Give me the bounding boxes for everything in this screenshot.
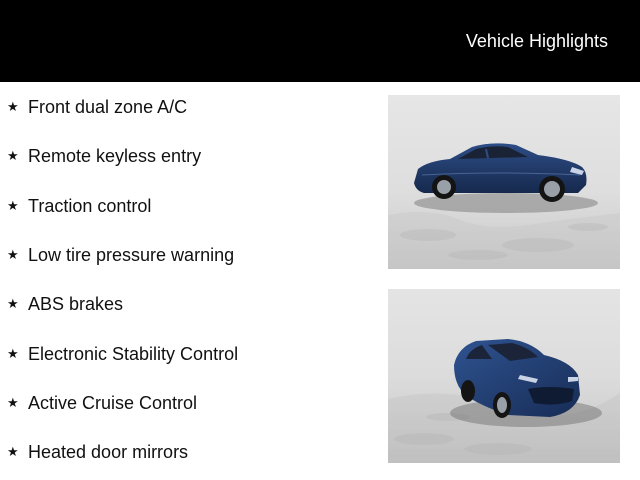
feature-item [7,243,234,267]
star-icon: ★ [7,198,19,213]
feature-item [7,194,151,218]
feature-item [7,95,187,119]
car-side-view-photo [388,95,620,269]
vehicle-photo-side [388,95,620,269]
feature-item [7,144,201,168]
feature-label: Heated door mirrors [28,441,189,462]
star-icon: ★ [7,395,19,410]
vehicle-photo-front [388,289,620,463]
star-icon: ★ [7,444,19,459]
star-icon: ★ [7,296,19,311]
feature-label: ABS brakes [28,293,124,314]
feature-list [0,82,380,480]
page-title: Vehicle Highlights [465,31,608,51]
star-icon: ★ [7,148,19,163]
feature-label: Front dual zone A/C [28,96,188,117]
feature-label: Traction control [28,195,152,216]
car-front-three-quarter-photo [388,289,620,463]
feature-label: Remote keyless entry [28,145,202,166]
feature-item [7,440,188,464]
feature-item [7,342,238,366]
star-icon: ★ [7,99,19,114]
header-bar [0,0,640,82]
feature-label: Low tire pressure warning [28,244,235,265]
feature-item [7,391,197,415]
star-icon: ★ [7,247,19,262]
feature-label: Electronic Stability Control [28,343,239,364]
feature-label: Active Cruise Control [28,392,198,413]
feature-item [7,292,123,316]
star-icon: ★ [7,346,19,361]
